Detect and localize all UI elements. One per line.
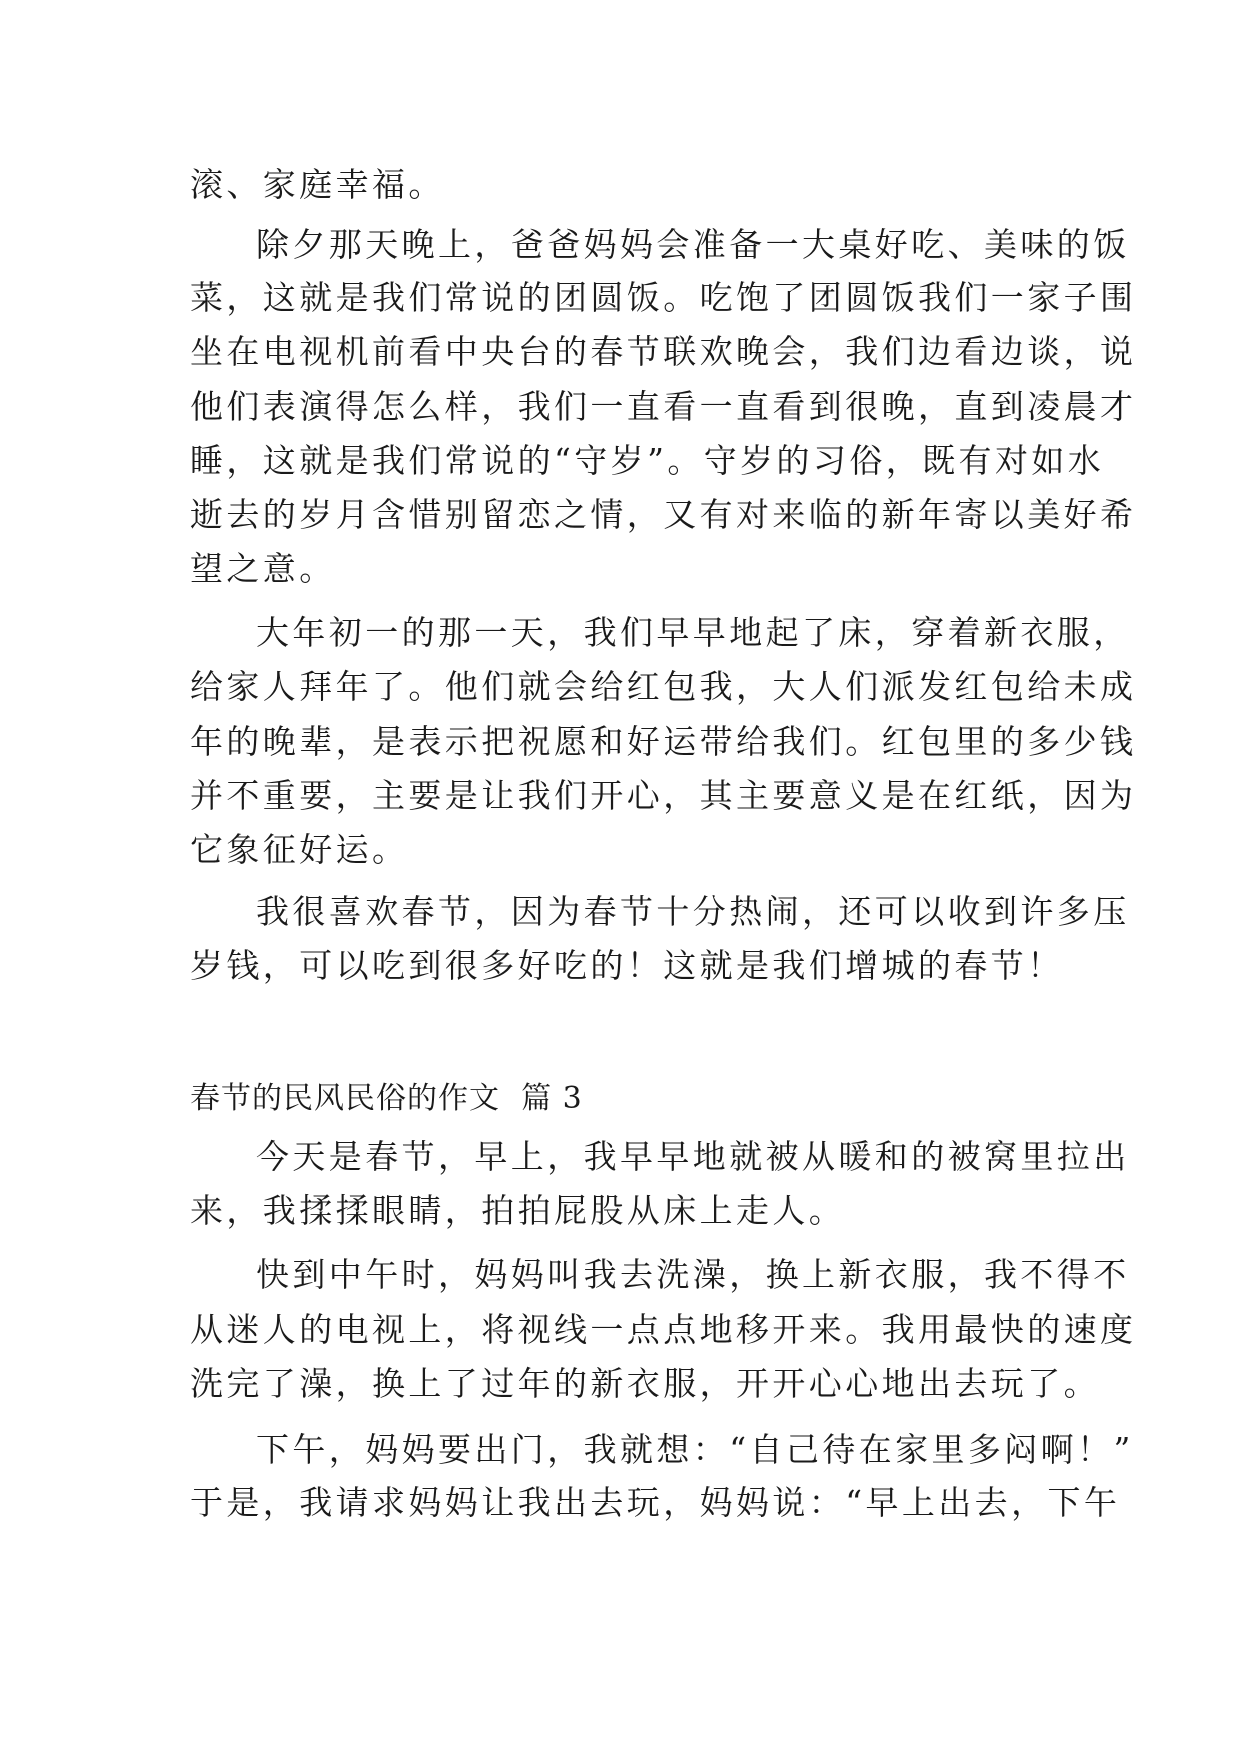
text-line: 并不重要，主要是让我们开心，其主要意义是在红纸，因为 <box>190 776 1137 815</box>
text-line: 他们表演得怎么样，我们一直看一直看到很晚，直到凌晨才 <box>190 387 1137 426</box>
text-line: 于是，我请求妈妈让我出去玩，妈妈说：“早上出去，下午 <box>190 1483 1121 1522</box>
text-line: 睡，这就是我们常说的“守岁”。守岁的习俗，既有对如水 <box>190 441 1105 480</box>
paragraph-start: 今天是春节，早上，我早早地就被从暖和的被窝里拉出 <box>256 1137 1130 1176</box>
text-line: 年的晚辈，是表示把祝愿和好运带给我们。红包里的多少钱 <box>190 722 1137 761</box>
text-line: 岁钱，可以吃到很多好吃的！这就是我们增城的春节！ <box>190 946 1064 985</box>
paragraph-start: 我很喜欢春节，因为春节十分热闹，还可以收到许多压 <box>256 892 1130 931</box>
paragraph-start: 下午，妈妈要出门，我就想：“自己待在家里多闷啊！” <box>256 1430 1134 1469</box>
text-line: 从迷人的电视上，将视线一点点地移开来。我用最快的速度 <box>190 1310 1137 1349</box>
text-line: 滚、家庭幸福。 <box>190 165 445 204</box>
text-line: 给家人拜年了。他们就会给红包我，大人们派发红包给未成 <box>190 667 1137 706</box>
paragraph-start: 大年初一的那一天，我们早早地起了床，穿着新衣服， <box>256 613 1130 652</box>
text-line: 它象征好运。 <box>190 830 409 869</box>
text-line: 菜，这就是我们常说的团圆饭。吃饱了团圆饭我们一家子围 <box>190 278 1137 317</box>
text-line: 逝去的岁月含惜别留恋之情，又有对来临的新年寄以美好希 <box>190 495 1137 534</box>
text-line: 洗完了澡，换上了过年的新衣服，开开心心地出去玩了。 <box>190 1364 1100 1403</box>
text-line: 望之意。 <box>190 549 336 588</box>
text-line: 来，我揉揉眼睛，拍拍屁股从床上走人。 <box>190 1191 846 1230</box>
section-heading: 春节的民风民俗的作文 篇 3 <box>190 1081 583 1116</box>
text-line: 坐在电视机前看中央台的春节联欢晚会，我们边看边谈，说 <box>190 332 1137 371</box>
paragraph-start: 除夕那天晚上，爸爸妈妈会准备一大桌好吃、美味的饭 <box>256 225 1130 264</box>
paragraph-start: 快到中午时，妈妈叫我去洗澡，换上新衣服，我不得不 <box>256 1255 1130 1294</box>
